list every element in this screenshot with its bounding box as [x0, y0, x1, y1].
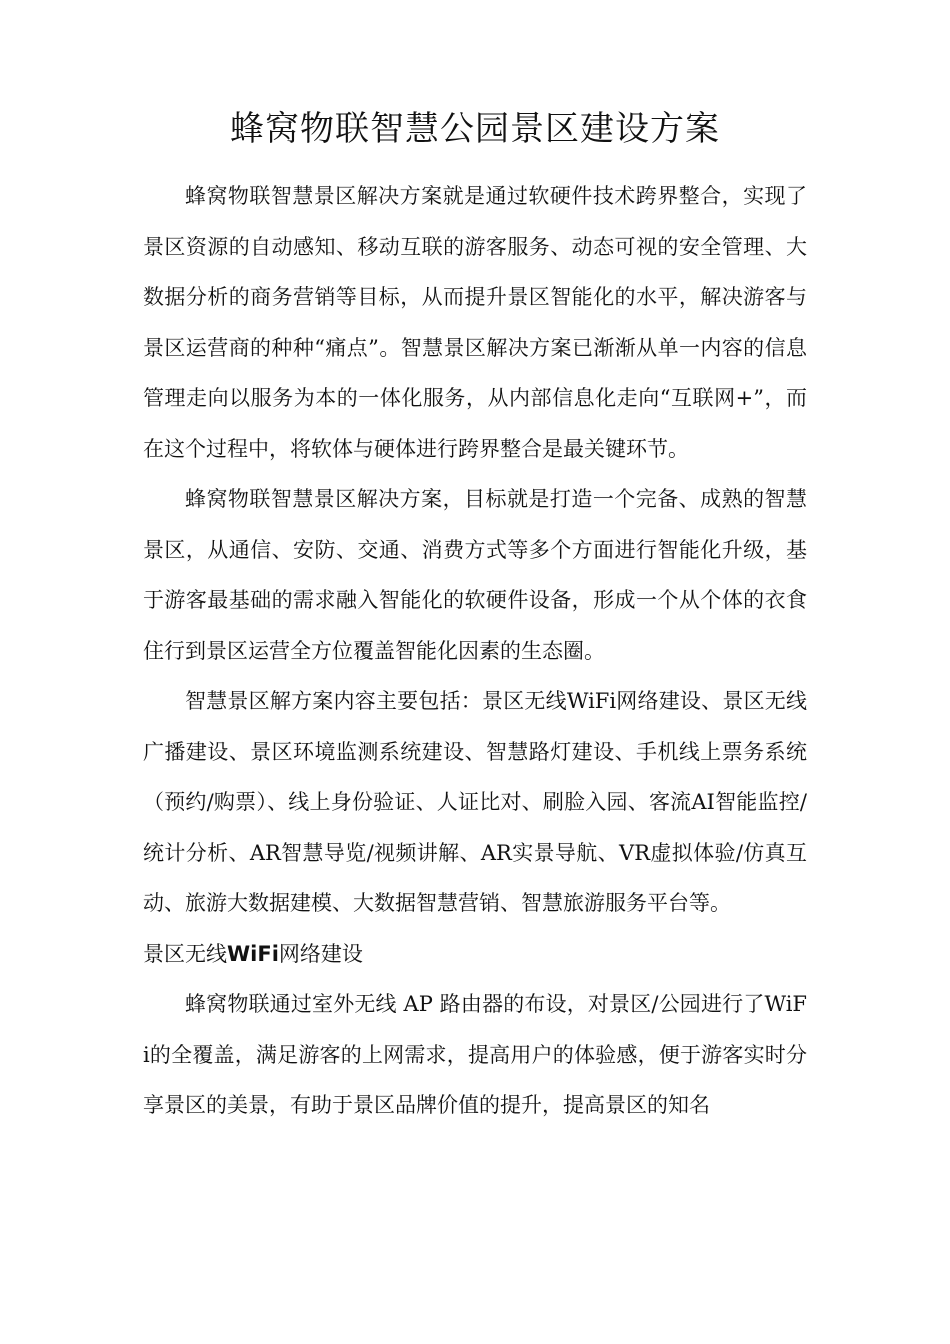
document-body	[143, 171, 807, 1131]
section-heading-prefix: 景区无线	[143, 941, 227, 966]
section-heading-bold: WiFi	[227, 941, 279, 966]
paragraph-goal: 蜂窝物联智慧景区解决方案，目标就是打造一个完备、成熟的智慧景区，从通信、安防、交通、消费方式等多个方面进行智能化升级，基于游客最基础的需求融入智能化的软硬件设备，形成一个从个体的衣食住行到景区运营全方位覆盖智能化因素的生态圈。	[143, 487, 807, 663]
document-title: 蜂窝物联智慧公园景区建设方案	[230, 109, 720, 149]
section-heading-wifi	[143, 929, 807, 980]
paragraph-wifi: 蜂窝物联通过室外无线 AP 路由器的布设，对景区/公园进行了WiFi的全覆盖，满足游客的上网需求，提高用户的体验感，便于游客实时分享景区的美景，有助于景区品牌价值的提升，提高景区的知名	[143, 992, 807, 1117]
paragraph-contents: 智慧景区解方案内容主要包括：景区无线WiFi网络建设、景区无线广播建设、景区环境监测系统建设、智慧路灯建设、手机线上票务系统（预约/购票）、线上身份验证、人证比对、刷脸入园、客流AI智能监控/统计分析、AR智慧导览/视频讲解、AR实景导航、VR虚拟体验/仿真互动、旅游大数据建模、大数据智慧营销、智慧旅游服务平台等。	[143, 689, 807, 915]
paragraph-intro: 蜂窝物联智慧景区解决方案就是通过软硬件技术跨界整合，实现了景区资源的自动感知、移动互联的游客服务、动态可视的安全管理、大数据分析的商务营销等目标，从而提升景区智能化的水平，解决游客与景区运营商的种种“痛点”。智慧景区解决方案已渐渐从单一内容的信息管理走向以服务为本的一体化服务，从内部信息化走向“互联网+”，而在这个过程中，将软体与硬体进行跨界整合是最关键环节。	[143, 184, 807, 461]
section-heading-suffix: 网络建设	[278, 941, 363, 966]
